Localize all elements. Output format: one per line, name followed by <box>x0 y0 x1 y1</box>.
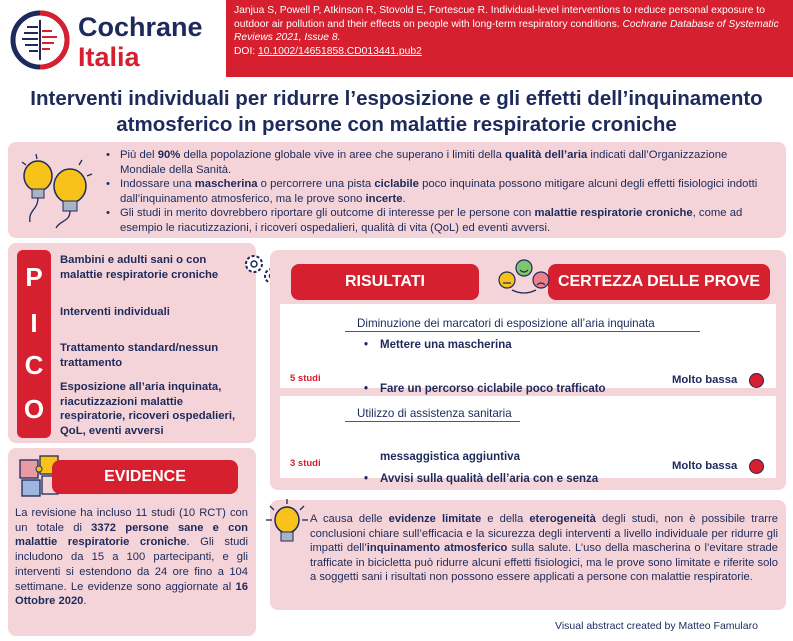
doi-label: DOI: <box>234 45 256 57</box>
outcome-2-certainty-dot <box>749 459 764 474</box>
outcome-2-title: Utilizzo di assistenza sanitaria <box>357 407 512 420</box>
pico-intervention: Interventi individuali <box>60 306 170 318</box>
citation-journal: Cochrane Database of Systematic Reviews 2021, Issue 8. <box>234 18 779 44</box>
logo-text-italia: Italia <box>78 42 140 72</box>
outcome-1-item-2: • Fare un percorso ciclabile poco trafficato <box>358 378 793 400</box>
evidence-text: La revisione ha incluso 11 studi (10 RCT) con un totale di 3372 persone sane e con malattie respiratorie croniche. Gli studi includono da 15 a 100 partecipanti, e gli interventi si estendono da 24 ore fino a 104 settimane. Le evidenze sono aggiornate al 16 Ottobre 2020. <box>15 507 248 608</box>
page-title <box>0 86 793 138</box>
conclusion-text: A causa delle evidenze limitate e della eterogeneità degli studi, non è possibile trarre conclusioni chiare sull’efficacia e la sicurezza degli interventi a livello individuale per ridurre gli impatti dell’inquinamento atmosferico sulla salute. L’uso della mascherina o l’evitare strade trafficate in bicicletta può ridurre alcuni effetti fisiologici, ma le prove sono limitate e riferite solo a soggetti sani i risultati non possono essere applicati a persone con malattie respiratorie. <box>310 513 778 584</box>
pico-population: Bambini e adulti sani o con malattie respiratorie croniche <box>60 254 219 281</box>
outcome-2-item-line-1: • Avvisi sulla qualità dell’aria con e senza <box>358 468 793 490</box>
intro-bullet-1: • Più del 90% della popolazione globale vive in aree che superano i limiti della qualità dell’aria indicati dall’Organizzazione Mondiale della Sanità. <box>106 148 776 177</box>
outcome-1-certainty: Molto bassa <box>672 374 738 386</box>
pico-letter-bar <box>17 250 51 438</box>
outcome-1-studies: 5 studi <box>290 373 321 384</box>
citation-authors: Janjua S, Powell P, Atkinson R, Stovold E, Fortescue R. Individual-level interventions to reduce personal exposure to outdoor air pollution and their effects on people with long-term respiratory conditions. <box>234 5 765 30</box>
lightbulbs-icon <box>16 148 96 232</box>
outcome-1-certainty-dot <box>749 373 764 388</box>
credit-text: Visual abstract created by Matteo Famularo <box>555 620 758 632</box>
citation-box <box>226 0 793 77</box>
pico-letter-c: C <box>24 350 44 380</box>
intro-bullet-2: • Indossare una mascherina o percorrere una pista ciclabile poco inquinata possono mitigare alcuni degli effetti fisiologici indotti dall’inquinamento atmosferico, ma le prove sono incerte. <box>106 177 776 206</box>
results-label: RISULTATI <box>291 264 479 300</box>
cochrane-logo <box>10 8 220 72</box>
pico-outcomes: Esposizione all’aria inquinata, riacutizzazioni malattie respiratorie, ricoveri ospedalieri, QoL, eventi avversi <box>60 381 236 437</box>
lightbulb-idea-icon <box>264 496 310 548</box>
cochrane-logo-icon <box>10 10 70 70</box>
outcome-2-item-line-2: messaggistica aggiuntiva <box>380 451 520 463</box>
intro-bullet-3: • Gli studi in merito dovrebbero riportare gli outcome di interesse per le persone con malattie respiratorie croniche, come ad esempio le riacutizzazioni, i ricoveri ospedalieri, qualità di vita (QoL) ed eventi avversi. <box>106 206 776 235</box>
outcome-1-underline <box>345 331 700 332</box>
evidence-label: EVIDENCE <box>52 460 238 494</box>
pico-letter-i: I <box>30 308 38 338</box>
intro-box <box>8 142 786 238</box>
doi-link[interactable]: 10.1002/14651858.CD013441.pub2 <box>258 45 422 57</box>
certainty-label: CERTEZZA DELLE PROVE <box>548 264 770 300</box>
outcome-1-item-1: • Mettere una mascherina <box>358 334 793 356</box>
outcome-2-studies: 3 studi <box>290 458 321 469</box>
pico-comparison: Trattamento standard/nessun trattamento <box>60 342 219 369</box>
outcome-1-title: Diminuzione dei marcatori di esposizione all’aria inquinata <box>357 317 655 330</box>
pico-letter-o: O <box>23 394 45 424</box>
outcome-2-underline <box>345 421 520 422</box>
pico-letter-p: P <box>25 262 43 292</box>
title-line-2: atmosferico in persone con malattie respiratorie croniche <box>116 113 677 136</box>
logo-text-cochrane: Cochrane <box>78 12 203 42</box>
smiley-faces-icon <box>494 258 554 300</box>
intro-bullets <box>106 148 776 235</box>
outcome-2-certainty: Molto bassa <box>672 460 738 472</box>
title-line-1: Interventi individuali per ridurre l’esposizione e gli effetti dell’inquinamento <box>30 87 763 110</box>
